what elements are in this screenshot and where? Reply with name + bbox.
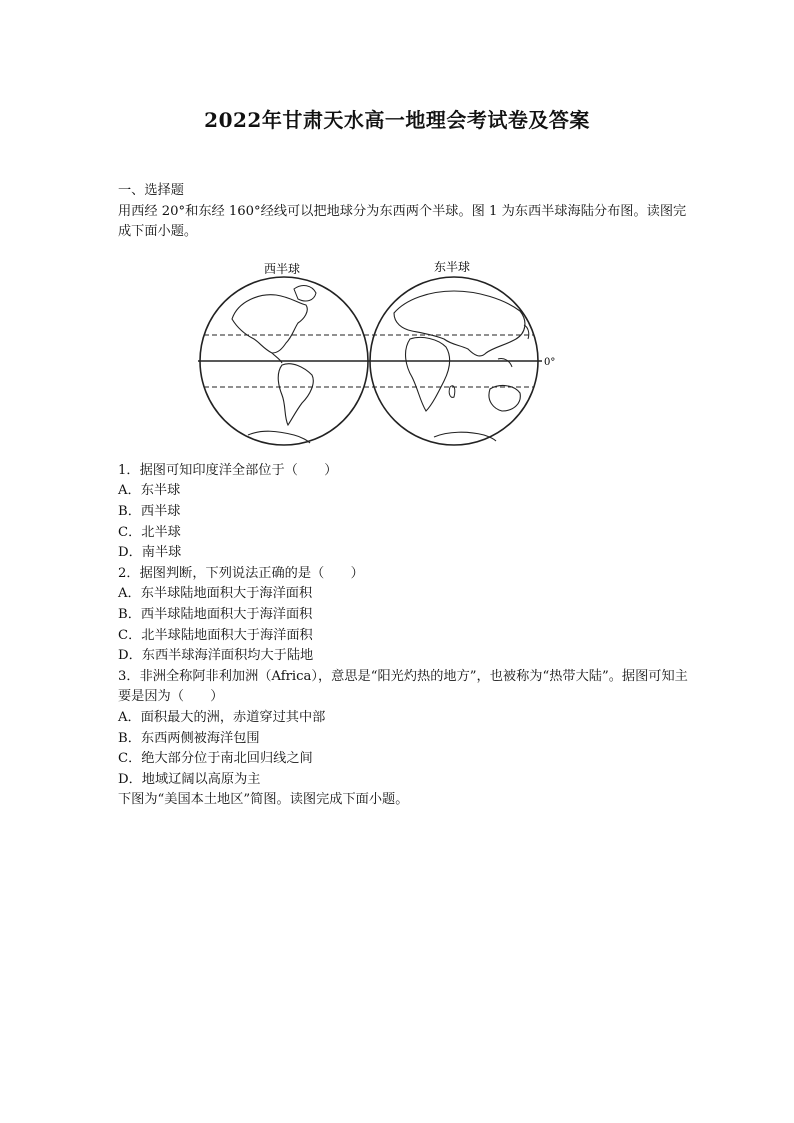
option-b: B．西半球 (118, 503, 181, 519)
question-3 (118, 667, 688, 791)
hemisphere-map (198, 249, 578, 449)
option-a: A．东半球陆地面积大于海洋面积 (118, 586, 313, 602)
question-stem: 3．非洲全称阿非利加洲（Africa），意思是“阳光灼热的地方”，也被称为“热带大陆”。据图可知主要是因为（ ） (118, 668, 688, 705)
question-1 (118, 461, 688, 564)
hemisphere-map-figure (118, 249, 688, 449)
page-title: 2022年甘肃天水高一地理会考试卷及答案 (204, 108, 590, 132)
option-c: C．北半球陆地面积大于海洋面积 (118, 627, 313, 643)
next-section-intro: 下图为“美国本土地区”简图。读图完成下面小题。 (118, 792, 409, 808)
intro-paragraph: 用西经 20°和东经 160°经线可以把地球分为东西两个半球。图 1 为东西半球海陆分布图。读图完成下面小题。 (118, 203, 687, 240)
question-stem: 1．据图可知印度洋全部位于（ ） (118, 462, 338, 478)
east-hemisphere-label: 东半球 (434, 259, 471, 274)
west-hemisphere-label: 西半球 (264, 261, 301, 276)
option-a: A．面积最大的洲，赤道穿过其中部 (118, 709, 326, 725)
option-b: B．东西两侧被海洋包围 (118, 730, 260, 746)
question-stem: 2．据图判断，下列说法正确的是（ ） (118, 565, 364, 581)
question-2 (118, 564, 688, 667)
option-c: C．绝大部分位于南北回归线之间 (118, 751, 313, 767)
option-a: A．东半球 (118, 483, 181, 499)
option-d: D．地域辽阔以高原为主 (118, 771, 261, 787)
option-c: C．北半球 (118, 524, 181, 540)
section-heading: 一、选择题 (118, 183, 184, 198)
option-b: B．西半球陆地面积大于海洋面积 (118, 606, 313, 622)
option-d: D．南半球 (118, 545, 182, 561)
option-d: D．东西半球海洋面积均大于陆地 (118, 648, 314, 664)
equator-label: 0° (544, 356, 556, 368)
document-body (118, 181, 688, 811)
